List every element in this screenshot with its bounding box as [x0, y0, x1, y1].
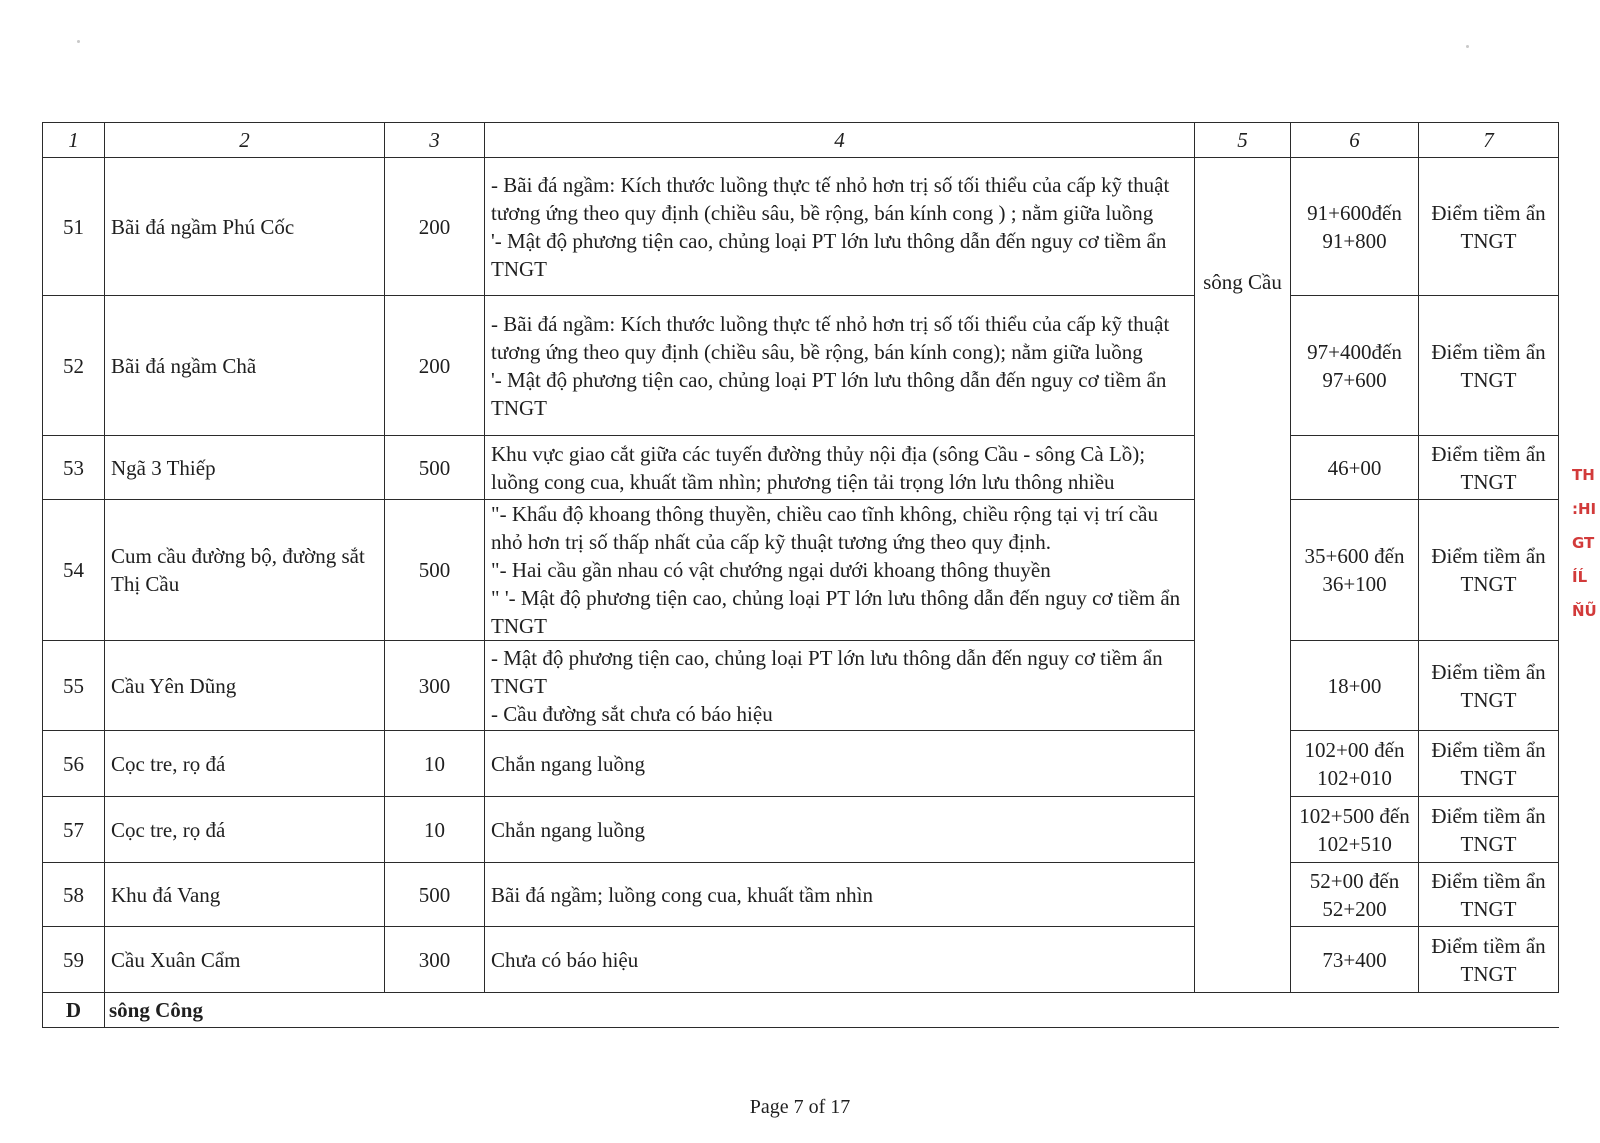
stamp-fragment: TH	[1572, 466, 1595, 484]
table-row	[43, 158, 1559, 296]
col-header: 3	[385, 123, 485, 158]
stamp-fragment: ŇŨ	[1572, 602, 1597, 620]
section-code: D	[43, 993, 105, 1028]
stamp-fragment: :HI	[1572, 500, 1597, 518]
row-length: 200	[385, 158, 485, 296]
stamp-fragment: GT	[1572, 534, 1595, 552]
hazard-table	[42, 122, 1559, 1028]
description-line: '- Mật độ phương tiện cao, chủng loại PT lớn lưu thông dẫn đến nguy cơ tiềm ẩn TNGT	[491, 367, 1167, 420]
description-line: - Bãi đá ngầm: Kích thước luồng thực tế nhỏ hơn trị số tối thiểu của cấp kỹ thuật tương ứng theo quy định (chiều sâu, bề rộng, bán kính cong); nằm giữa luồng	[491, 311, 1170, 364]
row-note: Điểm tiềm ẩn TNGT	[1419, 731, 1559, 797]
row-length: 200	[385, 296, 485, 436]
row-chainage: 102+500 đến 102+510	[1291, 797, 1419, 863]
row-name: Ngã 3 Thiếp	[105, 436, 385, 500]
row-description	[485, 158, 1195, 296]
row-number: 57	[43, 797, 105, 863]
table-row	[43, 863, 1559, 927]
row-chainage: 97+400đến 97+600	[1291, 296, 1419, 436]
row-number: 55	[43, 641, 105, 731]
row-chainage: 52+00 đến 52+200	[1291, 863, 1419, 927]
col-header: 4	[485, 123, 1195, 158]
section-row	[43, 993, 1559, 1028]
table-row	[43, 296, 1559, 436]
description-line: Bãi đá ngầm; luồng cong cua, khuất tầm nhìn	[491, 882, 873, 907]
description-line: Chưa có báo hiệu	[491, 947, 639, 972]
row-note: Điểm tiềm ẩn TNGT	[1419, 641, 1559, 731]
page-footer: Page 7 of 17	[749, 1096, 851, 1118]
row-chainage: 35+600 đến 36+100	[1291, 500, 1419, 641]
row-description	[485, 436, 1195, 500]
row-chainage: 73+400	[1291, 927, 1419, 993]
scan-speck	[1466, 45, 1469, 48]
row-description	[485, 641, 1195, 731]
row-name: Cầu Xuân Cẩm	[105, 927, 385, 993]
row-description	[485, 296, 1195, 436]
row-chainage: 46+00	[1291, 436, 1419, 500]
river-name: sông Cầu	[1195, 158, 1291, 993]
row-name: Cọc tre, rọ đá	[105, 797, 385, 863]
row-note: Điểm tiềm ẩn TNGT	[1419, 296, 1559, 436]
col-header: 5	[1195, 123, 1291, 158]
description-line: Chắn ngang luồng	[491, 817, 645, 842]
description-line: Khu vực giao cắt giữa các tuyến đường thủy nội địa (sông Cầu - sông Cà Lồ); luồng cong cua, khuất tầm nhìn; phương tiện tải trọng lớn lưu thông nhiều	[491, 441, 1146, 494]
row-length: 500	[385, 500, 485, 641]
row-name: Bãi đá ngầm Phú Cốc	[105, 158, 385, 296]
row-number: 52	[43, 296, 105, 436]
description-line: - Bãi đá ngầm: Kích thước luồng thực tế nhỏ hơn trị số tối thiểu của cấp kỹ thuật tương ứng theo quy định (chiều sâu, bề rộng, bán kính cong ) ; nằm giữa luồng	[491, 172, 1170, 225]
table-row	[43, 797, 1559, 863]
table-row	[43, 500, 1559, 641]
col-header: 1	[43, 123, 105, 158]
table-row	[43, 436, 1559, 500]
row-description	[485, 863, 1195, 927]
row-length: 10	[385, 797, 485, 863]
description-line: "- Hai cầu gần nhau có vật chướng ngại dưới khoang thông thuyền	[491, 558, 1051, 582]
row-number: 54	[43, 500, 105, 641]
description-line: "- Khẩu độ khoang thông thuyền, chiều cao tĩnh không, chiều rộng tại vị trí cầu nhỏ hơn trị số thấp nhất của cấp kỹ thuật tương ứng theo quy định.	[491, 502, 1158, 554]
row-length: 300	[385, 641, 485, 731]
row-name: Cầu Yên Dũng	[105, 641, 385, 731]
row-description	[485, 731, 1195, 797]
scan-speck	[77, 40, 80, 43]
row-name: Khu đá Vang	[105, 863, 385, 927]
description-line: - Cầu đường sắt chưa có báo hiệu	[491, 701, 773, 726]
row-name: Cum cầu đường bộ, đường sắt Thị Cầu	[105, 500, 385, 641]
description-line: - Mật độ phương tiện cao, chủng loại PT lớn lưu thông dẫn đến nguy cơ tiềm ẩn TNGT	[491, 645, 1163, 698]
row-length: 10	[385, 731, 485, 797]
red-stamp-mark	[1572, 458, 1600, 658]
row-description	[485, 500, 1195, 641]
row-description	[485, 927, 1195, 993]
row-note: Điểm tiềm ẩn TNGT	[1419, 158, 1559, 296]
table-row	[43, 927, 1559, 993]
row-note: Điểm tiềm ẩn TNGT	[1419, 500, 1559, 641]
stamp-fragment: ÍĹ	[1572, 568, 1588, 586]
col-header: 6	[1291, 123, 1419, 158]
description-line: Chắn ngang luồng	[491, 751, 645, 776]
row-number: 53	[43, 436, 105, 500]
row-chainage: 91+600đến 91+800	[1291, 158, 1419, 296]
row-note: Điểm tiềm ẩn TNGT	[1419, 863, 1559, 927]
table-row	[43, 731, 1559, 797]
row-length: 500	[385, 436, 485, 500]
row-note: Điểm tiềm ẩn TNGT	[1419, 927, 1559, 993]
table-row	[43, 641, 1559, 731]
row-chainage: 18+00	[1291, 641, 1419, 731]
row-number: 56	[43, 731, 105, 797]
section-title: sông Công	[105, 993, 1559, 1028]
row-note: Điểm tiềm ẩn TNGT	[1419, 797, 1559, 863]
description-line: " '- Mật độ phương tiện cao, chủng loại PT lớn lưu thông dẫn đến nguy cơ tiềm ẩn TNGT	[491, 586, 1181, 638]
row-number: 59	[43, 927, 105, 993]
row-length: 300	[385, 927, 485, 993]
row-number: 51	[43, 158, 105, 296]
row-name: Bãi đá ngầm Chã	[105, 296, 385, 436]
row-length: 500	[385, 863, 485, 927]
row-chainage: 102+00 đến 102+010	[1291, 731, 1419, 797]
row-number: 58	[43, 863, 105, 927]
col-header: 7	[1419, 123, 1559, 158]
row-description	[485, 797, 1195, 863]
description-line: '- Mật độ phương tiện cao, chủng loại PT lớn lưu thông dẫn đến nguy cơ tiềm ẩn TNGT	[491, 228, 1167, 281]
col-header: 2	[105, 123, 385, 158]
row-name: Cọc tre, rọ đá	[105, 731, 385, 797]
row-note: Điểm tiềm ẩn TNGT	[1419, 436, 1559, 500]
document-page	[42, 122, 1558, 1028]
header-row	[43, 123, 1559, 158]
